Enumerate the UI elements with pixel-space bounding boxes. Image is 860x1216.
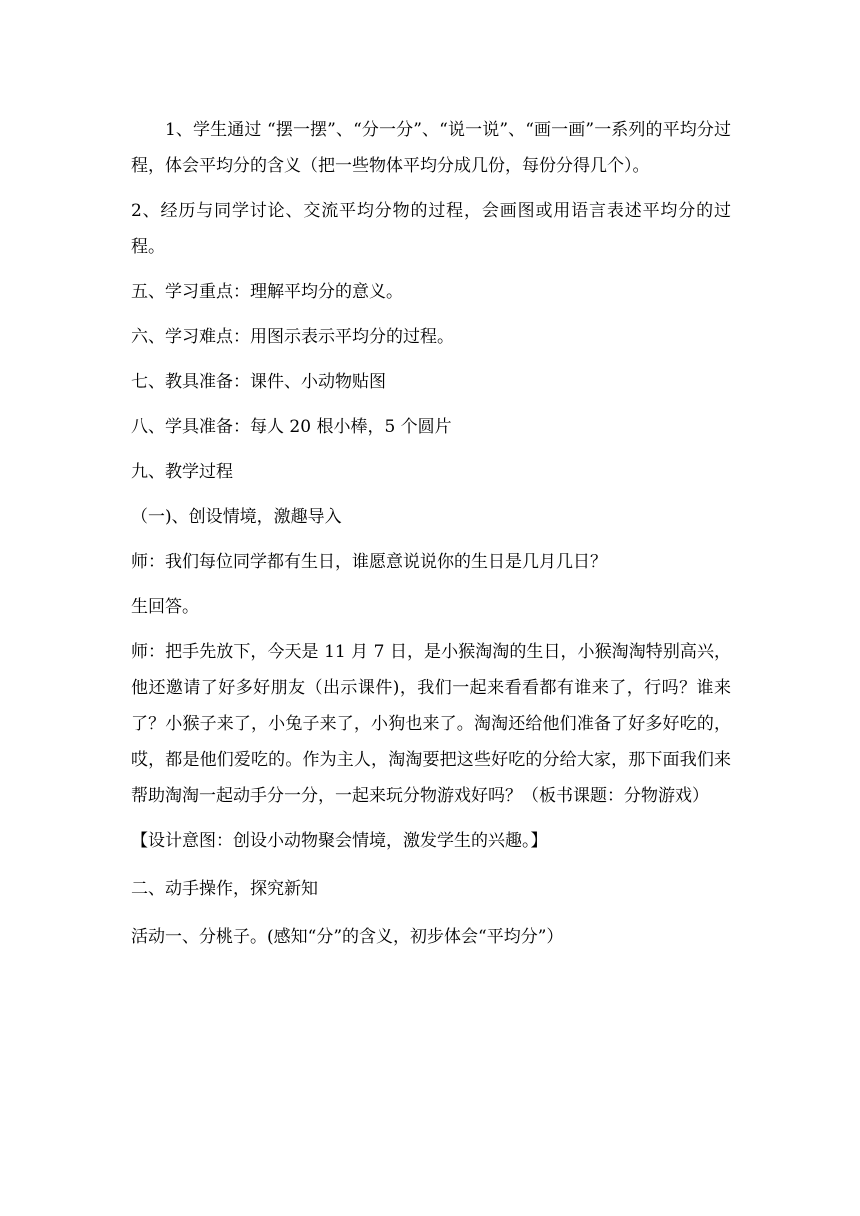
student-answer-paragraph: 生回答。 [131,597,199,617]
teacher-story-paragraph: 师：把手先放下，今天是 11 月 7 日，是小猴淘淘的生日，小猴淘淘特别高兴，他还邀请了好多好朋友（出示课件)，我们一起来看看都有谁来了，行吗？谁来了？小猴子来了，小兔子来了，小狗也来了。淘淘还给他们准备了好多好吃的，哎，都是他们爱吃的。作为主人，淘淘要把这些好吃的分给大家，那下面我们来帮助淘淘一起动手分一分，一起来玩分物游戏好吗？（板书课题：分物游戏） [131,642,731,806]
design-intent-paragraph: 【设计意图：创设小动物聚会情境，激发学生的兴趣。】 [131,831,548,851]
section-1-heading: （一)、创设情境，激趣导入 [131,507,342,527]
activity-1-heading: 活动一、分桃子。(感知“分”的含义，初步体会“平均分”） [131,927,564,947]
teacher-question-paragraph: 师：我们每位同学都有生日，谁愿意说说你的生日是几月几日？ [131,552,607,572]
learning-aids-heading: 八、学具准备：每人 20 根小棒，5 个圆片 [131,417,452,437]
teaching-process-heading: 九、教学过程 [131,462,233,482]
objective-1-paragraph: 1、学生通过 “摆一摆”、“分一分”、“说一说”、“画一画”一系列的平均分过程，体会平均分的含义（把一些物体平均分成几份，每份分得几个）。 [131,120,731,176]
document-body [131,112,731,955]
section-2-heading: 二、动手操作，探究新知 [131,879,318,899]
teaching-aids-heading: 七、教具准备：课件、小动物贴图 [131,372,386,392]
difficulty-heading: 六、学习难点：用图示表示平均分的过程。 [131,327,454,347]
objective-2-paragraph: 2、经历与同学讨论、交流平均分物的过程，会画图或用语言表述平均分的过程。 [131,201,731,257]
key-point-heading: 五、学习重点：理解平均分的意义。 [131,282,403,302]
